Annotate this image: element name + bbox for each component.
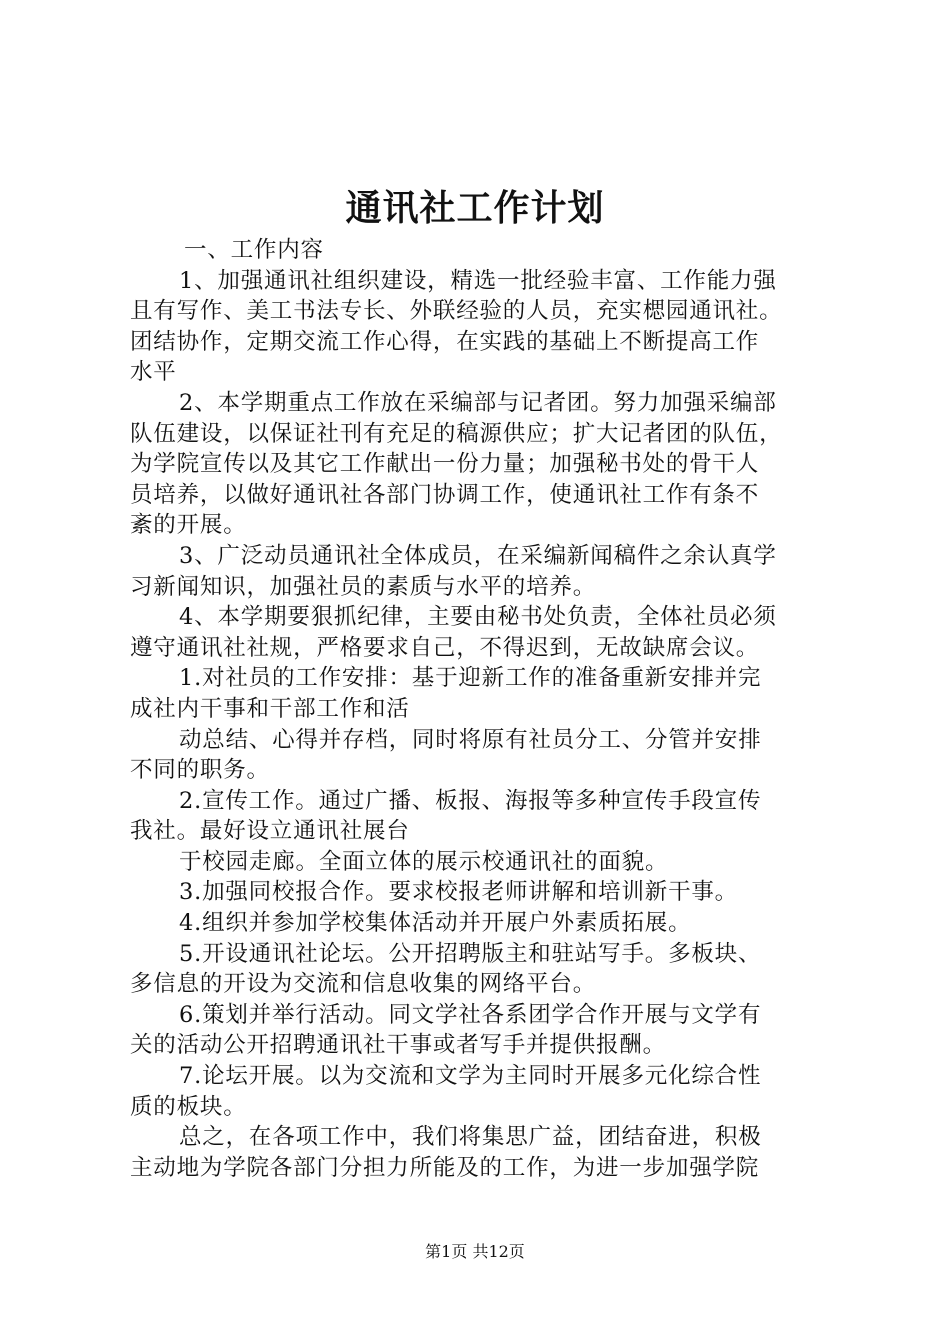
paragraph-line: 紊的开展。 bbox=[130, 512, 247, 539]
paragraph-line: 团结协作，定期交流工作心得，在实践的基础上不断提高工作 bbox=[130, 328, 760, 355]
paragraph-line: 于校园走廊。全面立体的展示校通讯社的面貌。 bbox=[179, 848, 669, 875]
document-title: 通讯社工作计划 bbox=[345, 187, 605, 229]
paragraph-line: 我社。最好设立通讯社展台 bbox=[130, 818, 410, 845]
paragraph-line: 5.开设通讯社论坛。公开招聘版主和驻站写手。多板块、 bbox=[179, 940, 762, 967]
paragraph-line: 2、本学期重点工作放在采编部与记者团。努力加强采编部 bbox=[179, 389, 777, 416]
paragraph-line: 6.策划并举行活动。同文学社各系团学合作开展与文学有 bbox=[179, 1001, 762, 1028]
paragraph-line: 动总结、心得并存档，同时将原有社员分工、分管并安排 bbox=[179, 726, 762, 753]
paragraph-line: 习新闻知识，加强社员的素质与水平的培养。 bbox=[130, 573, 597, 600]
paragraph-line: 成社内干事和干部工作和活 bbox=[130, 695, 410, 722]
paragraph-line: 遵守通讯社社规，严格要求自己，不得迟到，无故缺席会议。 bbox=[130, 634, 760, 661]
paragraph-line: 1、加强通讯社组织建设，精选一批经验丰富、工作能力强 bbox=[179, 267, 777, 294]
paragraph-line: 4.组织并参加学校集体活动并开展户外素质拓展。 bbox=[179, 910, 692, 937]
paragraph-line: 3、广泛动员通讯社全体成员，在采编新闻稿件之余认真学 bbox=[179, 542, 777, 569]
section-heading: 一、工作内容 bbox=[184, 237, 324, 263]
paragraph-line: 质的板块。 bbox=[130, 1093, 247, 1120]
paragraph-line: 3.加强同校报合作。要求校报老师讲解和培训新干事。 bbox=[179, 879, 738, 906]
document-body bbox=[130, 235, 835, 1183]
paragraph-line: 且有写作、美工书法专长、外联经验的人员，充实楒园通讯社。 bbox=[130, 298, 783, 325]
paragraph-line: 2.宣传工作。通过广播、板报、海报等多种宣传手段宣传 bbox=[179, 787, 762, 814]
paragraph-line: 多信息的开设为交流和信息收集的网络平台。 bbox=[130, 971, 597, 998]
paragraph-line: 总之，在各项工作中，我们将集思广益，团结奋进，积极 bbox=[179, 1124, 762, 1151]
paragraph-line: 水平 bbox=[130, 359, 177, 386]
paragraph-line: 队伍建设，以保证社刊有充足的稿源供应；扩大记者团的队伍， bbox=[130, 420, 783, 447]
paragraph-line: 1.对社员的工作安排：基于迎新工作的准备重新安排并完 bbox=[179, 665, 762, 692]
page-number-footer: 第1页 共12页 bbox=[425, 1242, 525, 1261]
paragraph-line: 员培养，以做好通讯社各部门协调工作，使通讯社工作有条不 bbox=[130, 481, 760, 508]
paragraph-line: 4、本学期要狠抓纪律，主要由秘书处负责，全体社员必须 bbox=[179, 604, 777, 631]
paragraph-line: 不同的职务。 bbox=[130, 757, 270, 784]
paragraph-line: 7.论坛开展。以为交流和文学为主同时开展多元化综合性 bbox=[179, 1063, 762, 1090]
paragraph-line: 主动地为学院各部门分担力所能及的工作，为进一步加强学院 bbox=[130, 1154, 760, 1181]
paragraph-line: 关的活动公开招聘通讯社干事或者写手并提供报酬。 bbox=[130, 1032, 666, 1059]
paragraph-line: 为学院宣传以及其它工作献出一份力量；加强秘书处的骨干人 bbox=[130, 451, 760, 478]
